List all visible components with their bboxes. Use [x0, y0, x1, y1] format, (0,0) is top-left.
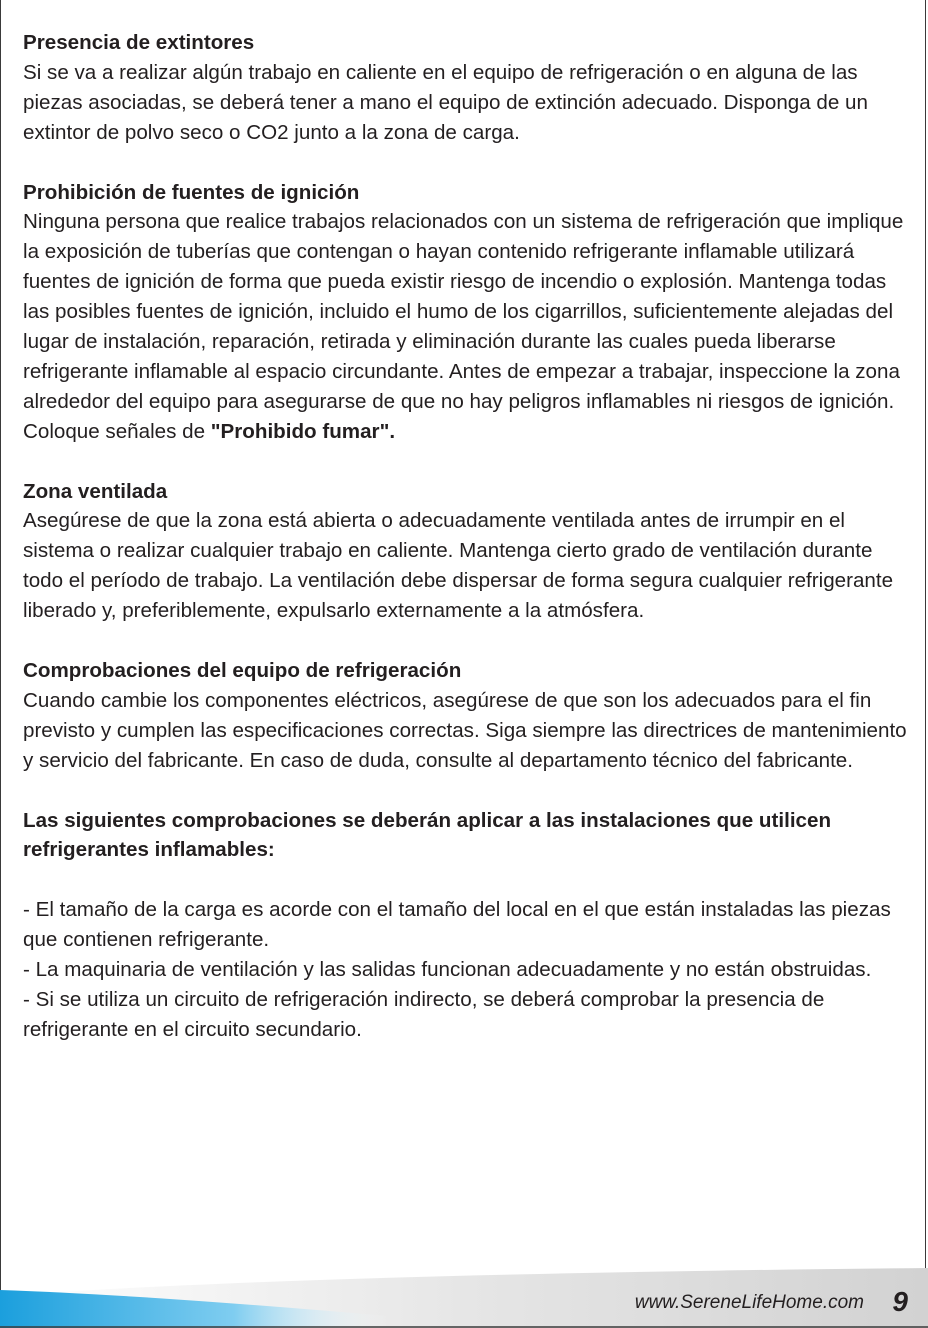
- page-footer: [0, 1266, 928, 1328]
- heading-comprobaciones-inflamables: Las siguientes comprobaciones se deberán aplicar a las instalaciones que utilicen refrigerantes inflamables:: [23, 808, 832, 862]
- paragraph-ignicion-text: Ninguna persona que realice trabajos relacionados con un sistema de refrigeración que implique la exposición de tuberías que contengan o hayan contenido refrigerante inflamable utilizará fuentes de ignición de forma que pueda existir riesgo de incendio o explosión. Mantenga todas las posibles fuentes de ignición, incluido el humo de los cigarrillos, suficientemente alejadas del lugar de instalación, reparación, retirada y eliminación durante las cuales pueda liberarse refrigerante inflamable al espacio circundante. Antes de empezar a trabajar, inspeccione la zona alrededor del equipo para asegurarse de que no hay peligros inflamables ni riesgos de ignición. Coloque señales de: [23, 210, 904, 443]
- check-item-circuito: - Si se utiliza un circuito de refrigeración indirecto, se deberá comprobar la presencia de refrigerante en el circuito secundario.: [23, 987, 825, 1041]
- no-smoking-sign-text: "Prohibido fumar".: [210, 419, 396, 443]
- paragraph-zona-ventilada: Asegúrese de que la zona está abierta o adecuadamente ventilada antes de irrumpir en el sistema o realizar cualquier trabajo en caliente. Mantenga cierto grado de ventilación durante todo el período de trabajo. La ventilación debe dispersar de forma segura cualquier refrigerante liberado y, preferiblemente, expulsarlo externamente a la atmósfera.: [23, 509, 894, 623]
- paragraph-ignicion: [23, 207, 913, 446]
- check-item-ventilacion: - La maquinaria de ventilación y las salidas funcionan adecuadamente y no están obstruidas.: [23, 958, 872, 982]
- paragraph-extintores: Si se va a realizar algún trabajo en caliente en el equipo de refrigeración o en alguna de las piezas asociadas, se deberá tener a mano el equipo de extinción adecuado. Disponga de un extintor de polvo seco o CO2 junto a la zona de carga.: [23, 60, 868, 144]
- heading-ignicion: Prohibición de fuentes de ignición: [23, 180, 360, 204]
- paragraph-comprobaciones-equipo: Cuando cambie los componentes eléctricos, asegúrese de que son los adecuados para el fin previsto y cumplen las especificaciones correctas. Siga siempre las directrices de mantenimiento y servicio del fabricante. En caso de duda, consulte al departamento técnico del fabricante.: [23, 688, 907, 772]
- check-item-carga: - El tamaño de la carga es acorde con el tamaño del local en el que están instaladas las piezas que contienen refrigerante.: [23, 898, 891, 952]
- page-number: 9: [892, 1286, 908, 1317]
- heading-zona-ventilada: Zona ventilada: [23, 479, 168, 503]
- heading-comprobaciones-equipo: Comprobaciones del equipo de refrigeración: [23, 658, 462, 682]
- website-url: www.SereneLifeHome.com: [634, 1292, 864, 1313]
- heading-extintores: Presencia de extintores: [23, 31, 255, 54]
- page-content: [23, 28, 913, 1045]
